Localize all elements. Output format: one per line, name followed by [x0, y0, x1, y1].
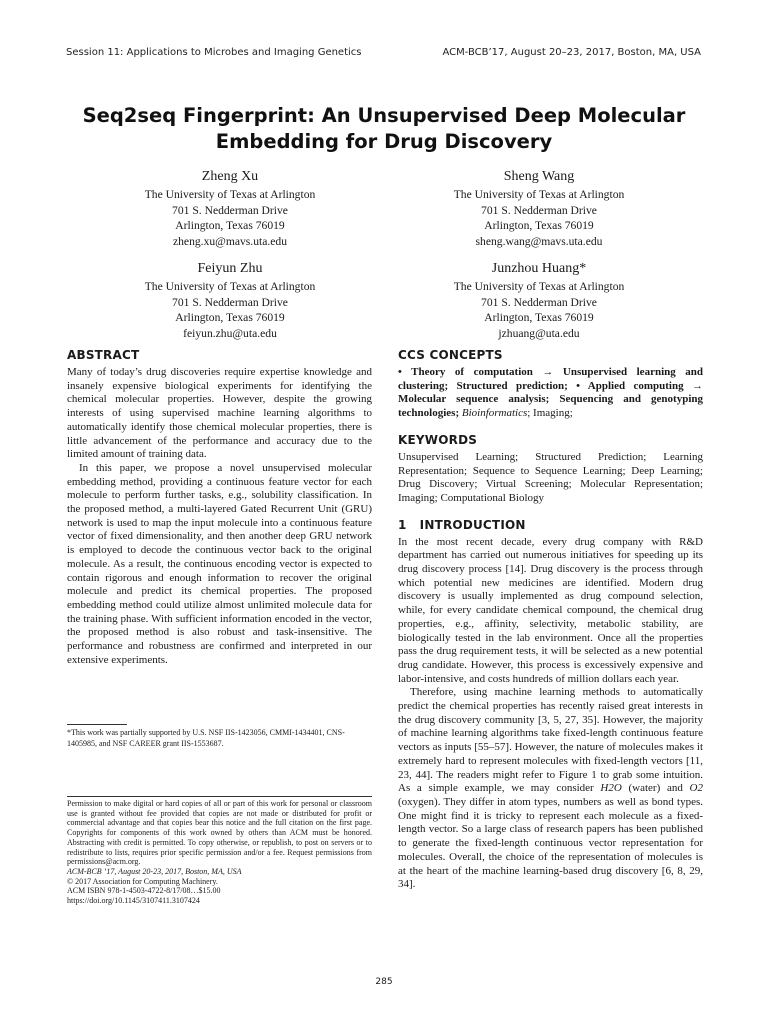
author-city: Arlington, Texas 76019 [175, 219, 285, 233]
keywords-text: Unsupervised Learning; Structured Prediction; Learning Representation; Sequence to Sequence Learning; Deep Learning; Drug Discovery; Virtual Screening; Molecular Representation; Imaging; Computational Biology [398, 450, 703, 504]
author-city: Arlington, Texas 76019 [175, 311, 285, 325]
author-name: Sheng Wang [503, 169, 575, 184]
intro-paragraph [398, 686, 703, 892]
ccs-term-italic: Bioinformatics [459, 407, 528, 420]
intro-text: (water) and [621, 782, 690, 795]
author-street: 701 S. Nedderman Drive [481, 203, 597, 217]
author-block [389, 168, 689, 249]
permission-text: Permission to make digital or hard copies of all or part of this work for personal or classroom use is granted without fee provided that copies are not made or distributed for profit or commercial advantage and that copies bear this notice and the full citation on the first page. Copyrights for components of this work owned by others than ACM must be honored. Abstracting with credit is permitted. To copy otherwise, or republish, to post on servers or to redistribute to lists, requires prior specific permission and/or a fee. Request permissions from permissions@acm.org. [67, 799, 372, 867]
page-number: 285 [375, 977, 393, 987]
abstract-paragraph: Many of today’s drug discoveries require expertise knowledge and insanely expensive biological experiments for identifying the chemical molecular properties. However, despite the growing interests of using supervised machine learning algorithms to automatically identify those chemical molecular properties, there is little advancement of the performance and accuracy due to the limited amount of training data. [67, 366, 372, 461]
formula-oxygen: O2 [689, 782, 703, 795]
intro-text: Therefore, using machine learning methods to automatically predict the chemical properties has recently raised great interests in the drug discovery community [3, 5, 27, 35]. However, the majority of machine learning algorithms take fixed-length continuous feature vectors as inputs [55–57]. However, the nature of molecules makes it extremely hard to represent molecules with fixed-length vectors [11, 23, 44]. The readers might refer to Figure 1 to grab some intuition. As a simple example, we may consider [398, 686, 703, 795]
footnote-rule [67, 724, 127, 725]
author-block [80, 168, 380, 249]
ccs-term: • Applied computing → Molecular sequence analysis; Sequencing and genotyping technologies; [398, 379, 704, 420]
author-street: 701 S. Nedderman Drive [481, 295, 597, 309]
keywords-heading: KEYWORDS [398, 432, 478, 447]
doi-link[interactable]: https://doi.org/10.1145/3107411.3107424 [67, 896, 200, 906]
ccs-concepts [398, 366, 703, 421]
author-affiliation: The University of Texas at Arlington [453, 280, 625, 293]
running-header-right: ACM-BCB’17, August 20–23, 2017, Boston, MA, USA [442, 47, 701, 58]
left-column [67, 348, 372, 667]
formula-water: H2O [600, 782, 622, 795]
abstract-heading: ABSTRACT [67, 348, 140, 362]
author-name: Zheng Xu [201, 169, 259, 184]
author-affiliation: The University of Texas at Arlington [144, 280, 316, 293]
author-email: sheng.wang@mavs.uta.edu [475, 234, 603, 248]
intro-paragraph: In the most recent decade, every drug company with R&D department has carried out numerous initiatives for speeding up its drug discovery process [14]. Drug discovery is the process through which potential new medicines are identified. Modern drug discovery is usually implemented as drug compound selection, while, for every candidate chemical compound, the chemical drug properties, e.g., affinity, selectivity, metabolic stability, are biologically tested in the lab environment. Once all the properties pass the drug requirement tests, it will be selected as a new potential drug candidate. However, this process is excessively expensive and labor-intensive, and costs hundreds of million dollars each year. [398, 535, 703, 685]
right-column [398, 348, 703, 892]
ccs-term: ; Imaging; [527, 407, 573, 420]
author-street: 701 S. Nedderman Drive [172, 203, 288, 217]
author-block [389, 260, 689, 341]
funding-footnote: *This work was partially supported by U.S. NSF IIS-1423056, CMMI-1434401, CNS-1405985, and NSF CAREER grant IIS-1553687. [67, 728, 345, 748]
author-street: 701 S. Nedderman Drive [172, 295, 288, 309]
author-name: Junzhou Huang* [491, 261, 587, 276]
ccs-heading: CCS CONCEPTS [398, 348, 503, 362]
isbn-line: ACM ISBN 978-1-4503-4722-8/17/08…$15.00 [67, 886, 221, 896]
author-name: Feiyun Zhu [197, 261, 263, 276]
ccs-term: • Theory of computation → Unsupervised learning and clustering; Structured prediction; [398, 366, 703, 392]
author-city: Arlington, Texas 76019 [484, 219, 594, 233]
author-block [80, 260, 380, 341]
abstract-paragraph: In this paper, we propose a novel unsupervised molecular embedding method, providing a continuous feature vector for each molecule to perform further tasks, e.g., solubility classification. In the proposed method, a multi-layered Gated Recurrent Unit (GRU) network is used to map the input molecule into a continuous feature vector of fixed dimensionality, and then another deep GRU network is employed to decode the continuous vector back to the original molecule. As a result, the continuous encoding vector is expected to contain rigorous and enough information to recover the original molecule and predict its chemical properties. The proposed embedding method could utilize almost unlimited molecule data for the training phase. With sufficient information encoded in the vector, the proposed method is also robust and task-insensitive. The performance and robustness are confirmed and interpreted in our extensive experiments. [67, 461, 372, 666]
author-affiliation: The University of Texas at Arlington [453, 188, 625, 201]
author-city: Arlington, Texas 76019 [484, 311, 594, 325]
running-header-left: Session 11: Applications to Microbes and Imaging Genetics [66, 47, 362, 58]
author-email: jzhuang@uta.edu [498, 326, 580, 340]
author-email: feiyun.zhu@uta.edu [183, 326, 277, 340]
permission-block [67, 799, 372, 906]
intro-text: (oxygen). They differ in atom types, numbers as well as bond types. One might find it is tricky to represent each molecule as a fixed-length vector. So a large class of research papers has been published to generate the fixed-length continuous vector representation for molecules. Overall, the choice of the representation of molecules is at the heart of the machine learning-based drug discovery [6, 8, 29, 34]. [398, 795, 703, 891]
copyright-line: © 2017 Association for Computing Machinery. [67, 876, 218, 886]
paper-title: Seq2seq Fingerprint: An Unsupervised Deep Molecular Embedding for Drug Discovery [82, 104, 686, 153]
venue-line: ACM-BCB ’17, August 20-23, 2017, Boston, MA, USA [67, 866, 242, 876]
permission-rule [67, 796, 372, 797]
author-email: zheng.xu@mavs.uta.edu [172, 234, 288, 248]
introduction-heading: 1 INTRODUCTION [398, 517, 526, 532]
author-affiliation: The University of Texas at Arlington [144, 188, 316, 201]
